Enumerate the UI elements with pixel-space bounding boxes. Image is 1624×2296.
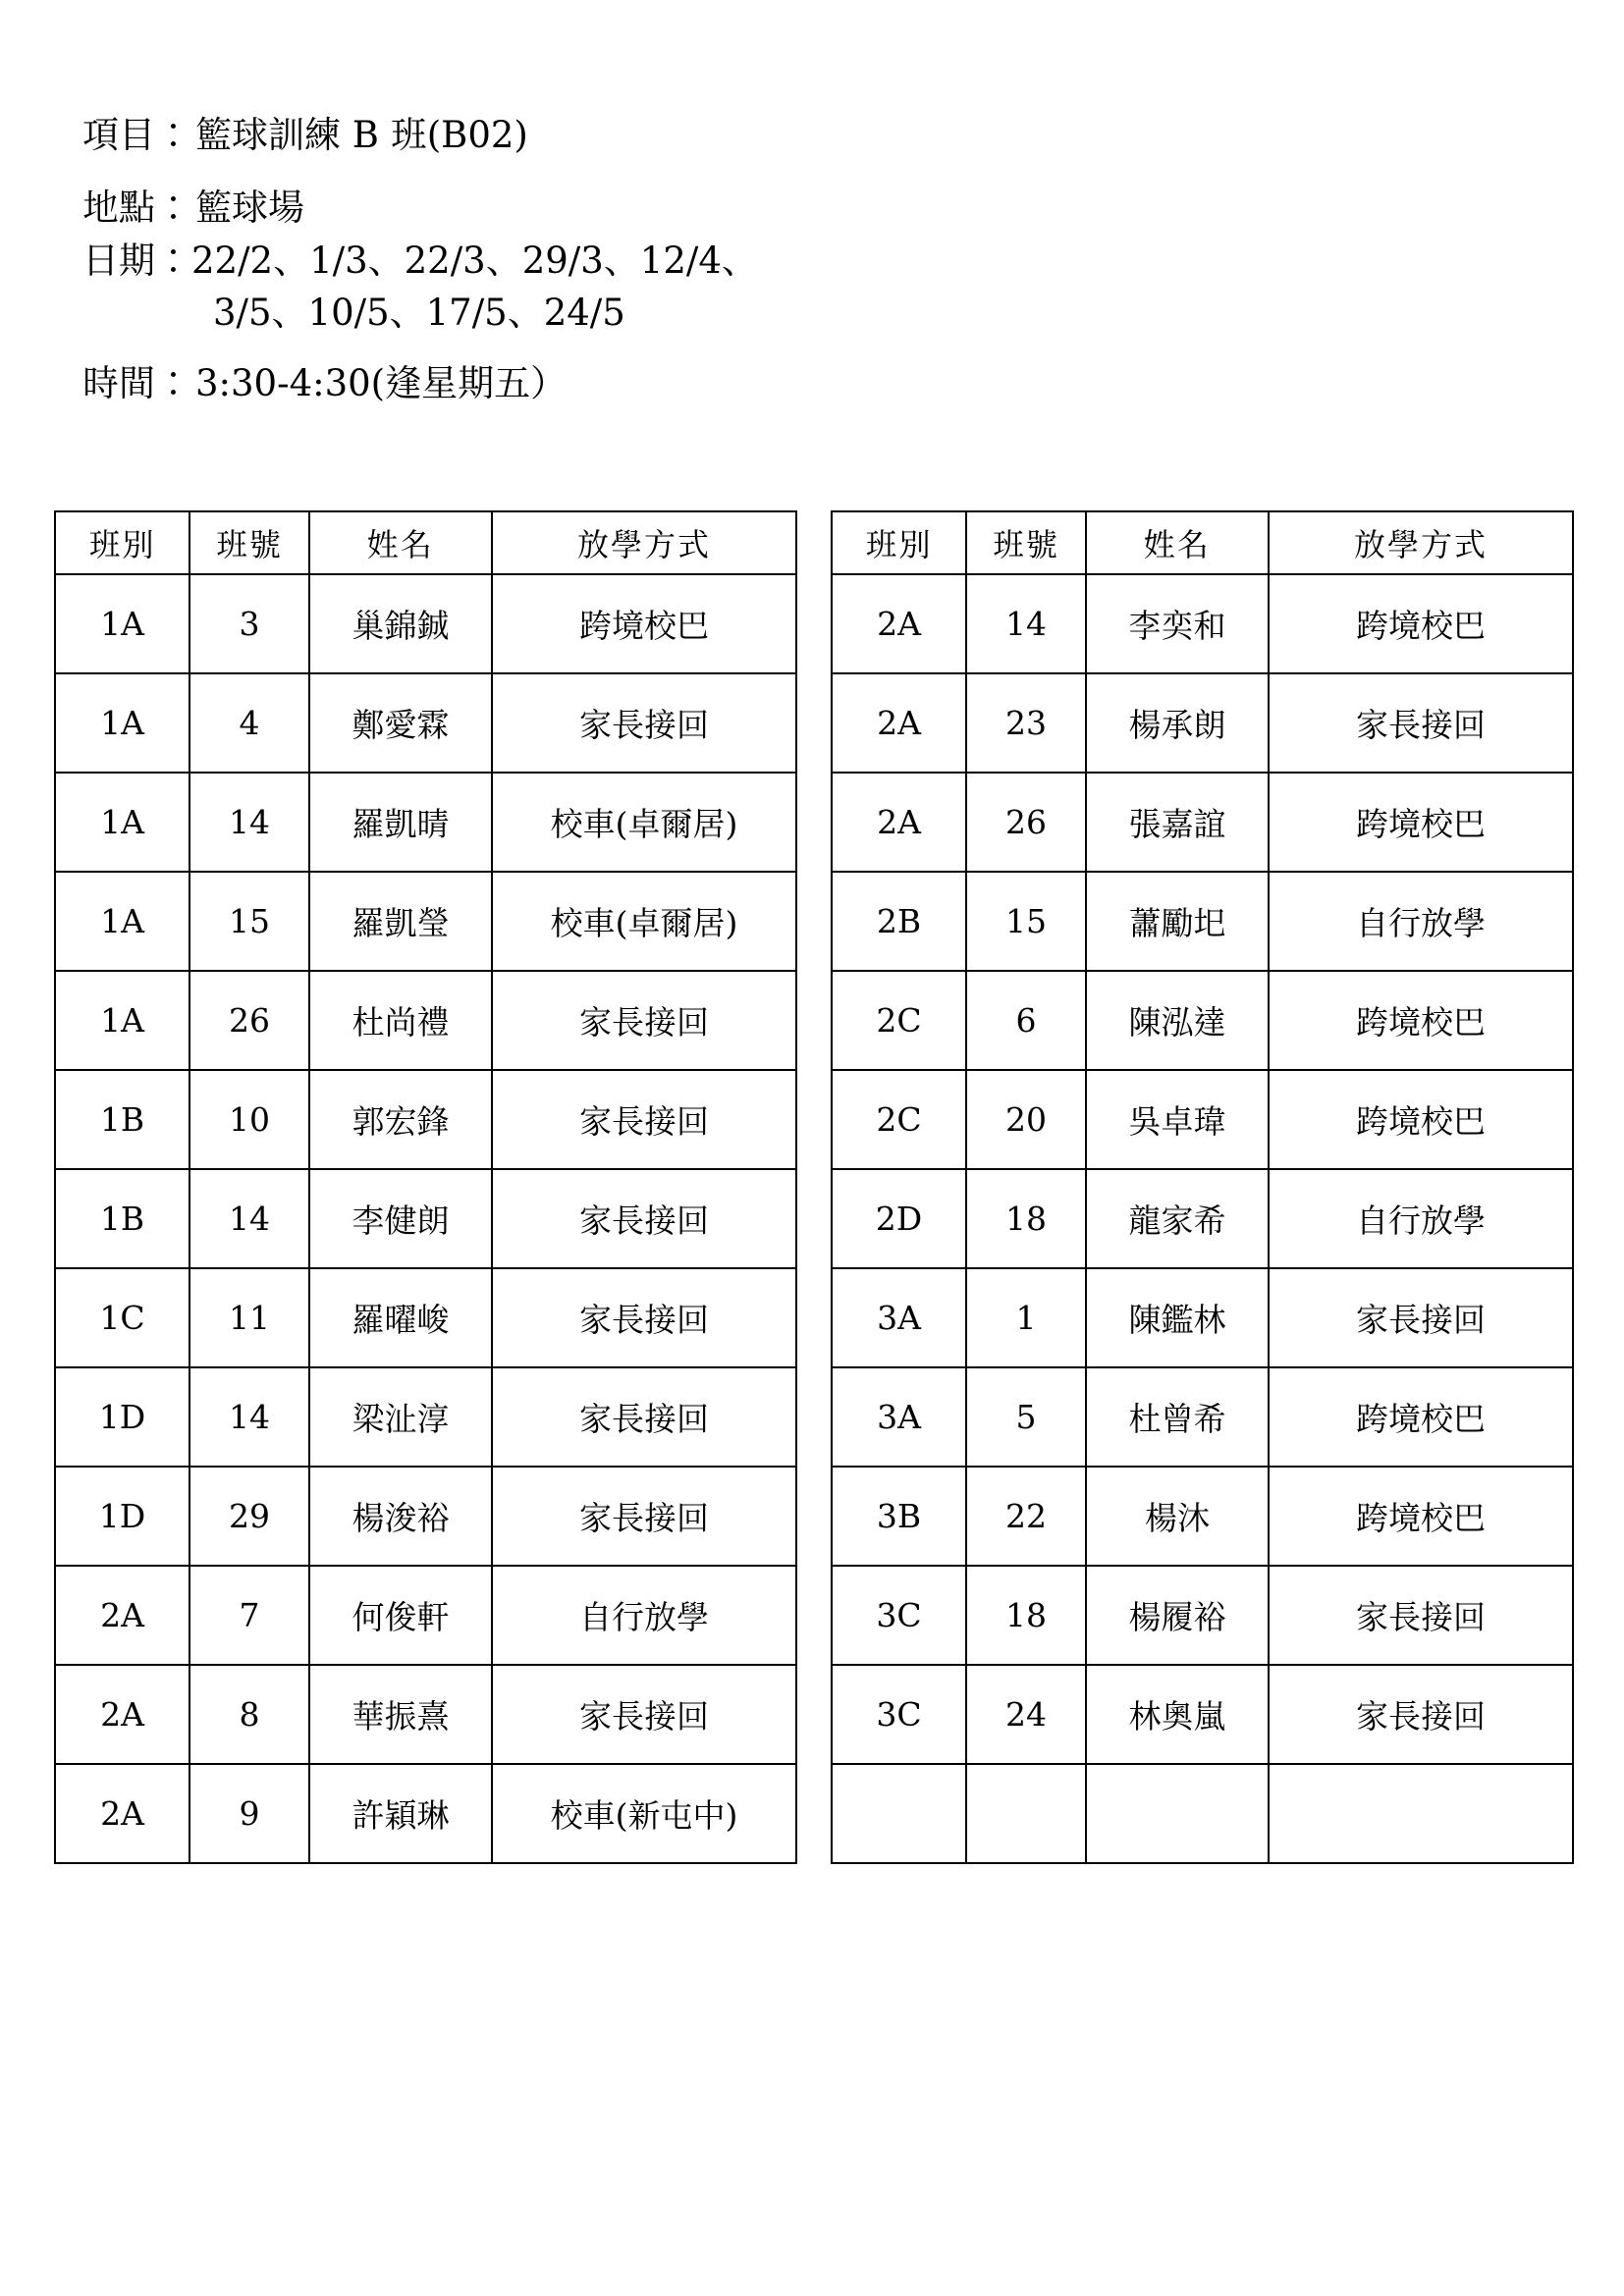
time-value: 3:30-4:30(逢星期五） <box>195 362 568 405</box>
table-row <box>55 1268 796 1367</box>
cell-name: 陳泓達 <box>1086 971 1269 1070</box>
column-header-number: 班號 <box>189 511 309 574</box>
table-header-row <box>55 511 796 574</box>
cell-class: 3A <box>832 1367 966 1467</box>
cell-name: 陳鑑林 <box>1086 1268 1269 1367</box>
cell-number: 8 <box>189 1665 309 1764</box>
cell-name: 羅凱瑩 <box>309 872 492 971</box>
cell-number: 11 <box>189 1268 309 1367</box>
table-row <box>55 1566 796 1665</box>
cell-dismissal: 家長接回 <box>492 1070 796 1169</box>
cell-dismissal: 家長接回 <box>492 971 796 1070</box>
project-label: 項目： <box>82 114 191 156</box>
cell-class: 3A <box>832 1268 966 1367</box>
cell-class: 2A <box>55 1665 189 1764</box>
cell-class: 1A <box>55 673 189 773</box>
table-row <box>55 1665 796 1764</box>
date-value-line1: 22/2、1/3、22/3、29/3、12/4、 <box>191 240 758 283</box>
cell-number: 5 <box>966 1367 1086 1467</box>
cell-name: 吳卓瑋 <box>1086 1070 1269 1169</box>
table-row <box>832 574 1573 673</box>
cell-number: 24 <box>966 1665 1086 1764</box>
table-row <box>55 1764 796 1863</box>
cell-number: 14 <box>189 1169 309 1268</box>
cell-name: 蕭勵圯 <box>1086 872 1269 971</box>
cell-dismissal: 家長接回 <box>492 1268 796 1367</box>
cell-number: 15 <box>189 872 309 971</box>
cell-name: 杜曾希 <box>1086 1367 1269 1467</box>
column-header-name: 姓名 <box>309 511 492 574</box>
cell-number: 15 <box>966 872 1086 971</box>
table-header-row <box>832 511 1573 574</box>
date-value-line2: 3/5、10/5、17/5、24/5 <box>213 291 625 334</box>
cell-class: 3C <box>832 1665 966 1764</box>
cell-dismissal: 家長接回 <box>492 1367 796 1467</box>
cell-dismissal: 跨境校巴 <box>1269 1367 1573 1467</box>
table-row <box>55 1467 796 1566</box>
cell-name: 華振熹 <box>309 1665 492 1764</box>
cell-dismissal: 跨境校巴 <box>1269 1070 1573 1169</box>
cell-dismissal: 校車(卓爾居) <box>492 773 796 872</box>
cell-dismissal: 校車(新屯中) <box>492 1764 796 1863</box>
cell-class: 2C <box>832 1070 966 1169</box>
venue-value: 籃球場 <box>195 186 304 229</box>
cell-number: 23 <box>966 673 1086 773</box>
roster-body-left <box>55 574 796 1863</box>
table-row <box>832 1169 1573 1268</box>
cell-class: 2A <box>832 673 966 773</box>
table-row <box>832 1665 1573 1764</box>
cell-class: 1A <box>55 574 189 673</box>
cell-name: 楊浚裕 <box>309 1467 492 1566</box>
event-header <box>82 110 1536 410</box>
cell-number: 10 <box>189 1070 309 1169</box>
cell-class: 2A <box>55 1566 189 1665</box>
cell-class: 1D <box>55 1367 189 1467</box>
cell-number: 9 <box>189 1764 309 1863</box>
cell-dismissal: 跨境校巴 <box>1269 574 1573 673</box>
cell-name: 羅凱晴 <box>309 773 492 872</box>
cell-number: 7 <box>189 1566 309 1665</box>
table-row <box>832 773 1573 872</box>
cell-class: 1B <box>55 1169 189 1268</box>
cell-name: 梁沚淳 <box>309 1367 492 1467</box>
cell-dismissal: 跨境校巴 <box>1269 1467 1573 1566</box>
cell-name: 鄭愛霖 <box>309 673 492 773</box>
cell-dismissal: 家長接回 <box>492 1665 796 1764</box>
cell-name: 張嘉誼 <box>1086 773 1269 872</box>
cell-dismissal <box>1269 1764 1573 1863</box>
roster-body-right <box>832 574 1573 1863</box>
cell-class: 1A <box>55 773 189 872</box>
cell-name <box>1086 1764 1269 1863</box>
cell-class: 1A <box>55 971 189 1070</box>
cell-class <box>832 1764 966 1863</box>
cell-name: 楊履裕 <box>1086 1566 1269 1665</box>
cell-class: 1A <box>55 872 189 971</box>
venue-label: 地點： <box>82 186 191 229</box>
project-value: 籃球訓練 B 班(B02) <box>195 114 528 156</box>
date-line <box>82 236 1536 339</box>
cell-dismissal: 自行放學 <box>1269 872 1573 971</box>
cell-class: 1C <box>55 1268 189 1367</box>
cell-dismissal: 家長接回 <box>1269 673 1573 773</box>
table-row <box>55 1367 796 1467</box>
cell-class: 1D <box>55 1467 189 1566</box>
cell-name: 郭宏鋒 <box>309 1070 492 1169</box>
cell-class: 2D <box>832 1169 966 1268</box>
cell-name: 許穎琳 <box>309 1764 492 1863</box>
cell-number: 22 <box>966 1467 1086 1566</box>
cell-number: 14 <box>189 773 309 872</box>
table-row <box>55 1070 796 1169</box>
cell-dismissal: 家長接回 <box>492 1467 796 1566</box>
roster-table-left <box>54 510 797 1864</box>
cell-dismissal: 跨境校巴 <box>1269 971 1573 1070</box>
cell-dismissal: 自行放學 <box>492 1566 796 1665</box>
table-row <box>832 1566 1573 1665</box>
cell-dismissal: 跨境校巴 <box>492 574 796 673</box>
cell-dismissal: 家長接回 <box>492 1169 796 1268</box>
cell-number: 26 <box>189 971 309 1070</box>
cell-dismissal: 校車(卓爾居) <box>492 872 796 971</box>
column-header-name: 姓名 <box>1086 511 1269 574</box>
cell-number: 29 <box>189 1467 309 1566</box>
column-header-class: 班別 <box>832 511 966 574</box>
table-row <box>832 1070 1573 1169</box>
column-header-class: 班別 <box>55 511 189 574</box>
roster-table-right <box>831 510 1574 1864</box>
cell-dismissal: 家長接回 <box>492 673 796 773</box>
time-label: 時間： <box>82 362 191 405</box>
cell-name: 杜尚禮 <box>309 971 492 1070</box>
table-row <box>832 1764 1573 1863</box>
roster-tables <box>54 510 1570 1864</box>
table-row <box>832 1467 1573 1566</box>
cell-number: 14 <box>189 1367 309 1467</box>
cell-name: 巢錦鋮 <box>309 574 492 673</box>
column-header-dismissal: 放學方式 <box>492 511 796 574</box>
cell-name: 李奕和 <box>1086 574 1269 673</box>
cell-name: 楊沐 <box>1086 1467 1269 1566</box>
table-row <box>832 673 1573 773</box>
project-line <box>82 110 1536 162</box>
cell-number: 4 <box>189 673 309 773</box>
table-row <box>832 872 1573 971</box>
column-header-number: 班號 <box>966 511 1086 574</box>
cell-number: 6 <box>966 971 1086 1070</box>
cell-number <box>966 1764 1086 1863</box>
cell-number: 18 <box>966 1566 1086 1665</box>
cell-dismissal: 跨境校巴 <box>1269 773 1573 872</box>
cell-name: 羅曜峻 <box>309 1268 492 1367</box>
cell-name: 林奧嵐 <box>1086 1665 1269 1764</box>
date-label: 日期： <box>82 240 191 283</box>
cell-number: 20 <box>966 1070 1086 1169</box>
cell-name: 楊承朗 <box>1086 673 1269 773</box>
cell-number: 26 <box>966 773 1086 872</box>
cell-class: 3B <box>832 1467 966 1566</box>
table-row <box>832 971 1573 1070</box>
cell-name: 龍家希 <box>1086 1169 1269 1268</box>
cell-dismissal: 家長接回 <box>1269 1665 1573 1764</box>
cell-class: 2A <box>832 574 966 673</box>
cell-number: 1 <box>966 1268 1086 1367</box>
cell-class: 2C <box>832 971 966 1070</box>
cell-dismissal: 家長接回 <box>1269 1268 1573 1367</box>
table-row <box>55 971 796 1070</box>
cell-name: 李健朗 <box>309 1169 492 1268</box>
cell-number: 18 <box>966 1169 1086 1268</box>
date-values <box>191 236 758 339</box>
cell-number: 14 <box>966 574 1086 673</box>
cell-class: 1B <box>55 1070 189 1169</box>
table-row <box>55 872 796 971</box>
cell-name: 何俊軒 <box>309 1566 492 1665</box>
time-line <box>82 358 1536 410</box>
table-row <box>55 574 796 673</box>
cell-class: 2A <box>832 773 966 872</box>
table-row <box>55 773 796 872</box>
cell-dismissal: 家長接回 <box>1269 1566 1573 1665</box>
table-row <box>832 1268 1573 1367</box>
cell-number: 3 <box>189 574 309 673</box>
table-row <box>832 1367 1573 1467</box>
table-row <box>55 1169 796 1268</box>
cell-class: 2B <box>832 872 966 971</box>
cell-class: 3C <box>832 1566 966 1665</box>
cell-dismissal: 自行放學 <box>1269 1169 1573 1268</box>
column-header-dismissal: 放學方式 <box>1269 511 1573 574</box>
venue-line <box>82 183 1536 235</box>
table-row <box>55 673 796 773</box>
cell-class: 2A <box>55 1764 189 1863</box>
